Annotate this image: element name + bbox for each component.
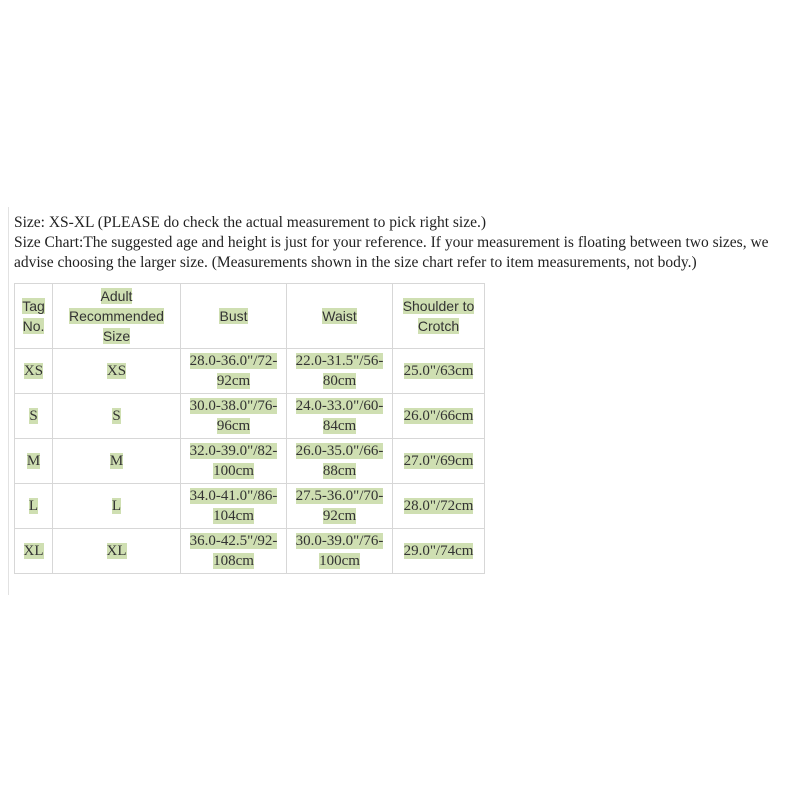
cell-waist: 27.5-36.0"/70- 92cm	[287, 484, 393, 529]
size-range-note: Size: XS-XL (PLEASE do check the actual measurement to pick right size.)	[14, 214, 487, 231]
cell-shoulder: 27.0"/69cm	[393, 439, 485, 484]
cell-bust: 30.0-38.0"/76- 96cm	[181, 394, 287, 439]
cell-bust: 28.0-36.0"/72- 92cm	[181, 349, 287, 394]
cell-tag: XL	[15, 529, 53, 574]
table-row	[15, 394, 485, 439]
cell-tag: M	[15, 439, 53, 484]
cell-shoulder: 25.0"/63cm	[393, 349, 485, 394]
cell-shoulder: 29.0"/74cm	[393, 529, 485, 574]
cell-waist: 22.0-31.5"/56- 80cm	[287, 349, 393, 394]
cell-adult-size: XS	[53, 349, 181, 394]
header-shoulder-to-crotch: Shoulder to Crotch	[393, 284, 485, 349]
cell-adult-size: L	[53, 484, 181, 529]
table-row	[15, 439, 485, 484]
table-header-row	[15, 284, 485, 349]
cell-bust: 34.0-41.0"/86- 104cm	[181, 484, 287, 529]
cell-waist: 26.0-35.0"/66- 88cm	[287, 439, 393, 484]
cell-adult-size: S	[53, 394, 181, 439]
table-row	[15, 484, 485, 529]
cell-tag: S	[15, 394, 53, 439]
header-tag-no: Tag No.	[15, 284, 53, 349]
header-adult-recommended-size: Adult Recommended Size	[53, 284, 181, 349]
cell-bust: 36.0-42.5"/92- 108cm	[181, 529, 287, 574]
size-chart-note: Size Chart:The suggested age and height is just for your reference. If your measurement is floating between two sizes, we	[14, 234, 769, 251]
cell-adult-size: XL	[53, 529, 181, 574]
header-waist: Waist	[287, 284, 393, 349]
left-divider	[8, 207, 9, 595]
cell-waist: 24.0-33.0"/60- 84cm	[287, 394, 393, 439]
table-row	[15, 529, 485, 574]
cell-shoulder: 26.0"/66cm	[393, 394, 485, 439]
table-row	[15, 349, 485, 394]
cell-tag: L	[15, 484, 53, 529]
cell-bust: 32.0-39.0"/82- 100cm	[181, 439, 287, 484]
size-intro	[14, 213, 800, 273]
measurement-note: advise choosing the larger size. (Measurements shown in the size chart refer to item measurements, not body.)	[14, 254, 697, 271]
cell-tag: XS	[15, 349, 53, 394]
cell-shoulder: 28.0"/72cm	[393, 484, 485, 529]
size-chart-table	[14, 283, 485, 574]
header-bust: Bust	[181, 284, 287, 349]
cell-adult-size: M	[53, 439, 181, 484]
cell-waist: 30.0-39.0"/76- 100cm	[287, 529, 393, 574]
